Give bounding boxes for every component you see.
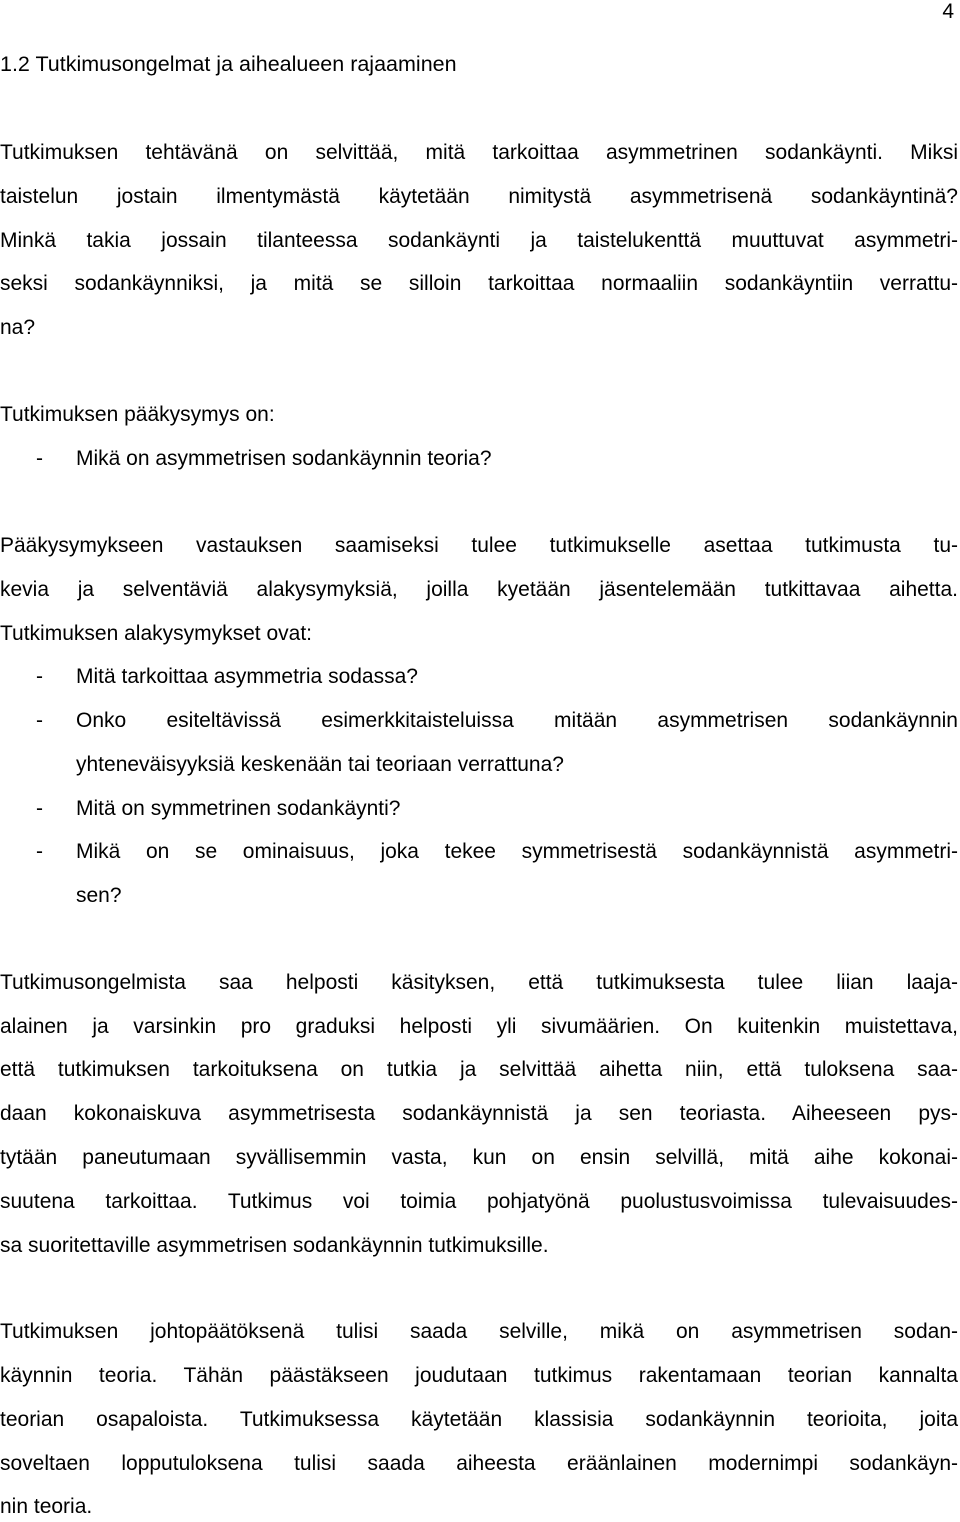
text-line: käynnin teoria. Tähän päästäkseen joudutaan tutkimus rakentamaan teorian kannalta (0, 1364, 958, 1387)
text-line: taistelun jostain ilmentymästä käytetään nimitystä asymmetrisenä sodankäyntinä? (0, 185, 958, 208)
text-line: Pääkysymykseen vastauksen saamiseksi tulee tutkimukselle asettaa tutkimusta tu- (0, 534, 958, 557)
text-line: sa suoritettaville asymmetrisen sodankäynnin tutkimuksille. (0, 1234, 549, 1257)
bullet-dash: - (36, 709, 43, 732)
bullet-dash: - (36, 840, 43, 863)
list-item-text: Mitä tarkoittaa asymmetria sodassa? (76, 665, 418, 688)
text-line: daan kokonaiskuva asymmetrisesta sodankäynnistä ja sen teoriasta. Aiheeseen pys- (0, 1102, 958, 1125)
section-heading: 1.2 Tutkimusongelmat ja aihealueen rajaaminen (0, 52, 457, 76)
list-item-text: yhteneväisyyksiä keskenään tai teoriaan verrattuna? (76, 753, 564, 776)
text-line: kevia ja selventäviä alakysymyksiä, joilla kyetään jäsentelemään tutkittavaa aihetta. (0, 578, 958, 601)
bullet-dash: - (36, 797, 43, 820)
list-item (0, 706, 958, 736)
text-line: seksi sodankäynniksi, ja mitä se silloin tarkoittaa normaaliin sodankäyntiin verrattu- (0, 272, 958, 295)
text-line: Tutkimusongelmista saa helposti käsityksen, että tutkimuksesta tulee liian laaja- (0, 971, 958, 994)
list-item (0, 837, 958, 867)
text-line: soveltaen lopputuloksena tulisi saada aiheesta eräänlainen modernimpi sodankäyn- (0, 1452, 958, 1475)
main-question: Mikä on asymmetrisen sodankäynnin teoria? (76, 447, 492, 470)
text-line: na? (0, 316, 36, 339)
text-line: Tutkimuksen tehtävänä on selvittää, mitä tarkoittaa asymmetrinen sodankäynti. Miksi (0, 141, 958, 164)
list-item-text: Mitä on symmetrinen sodankäynti? (76, 797, 401, 820)
bullet-dash: - (36, 447, 43, 470)
list-item (0, 662, 958, 692)
text-line: tytään paneutumaan syvällisemmin vasta, kun on ensin selvillä, mitä aihe kokonai- (0, 1146, 958, 1169)
list-item (0, 794, 958, 824)
text-line: Tutkimuksen alakysymykset ovat: (0, 622, 312, 645)
page-number: 4 (942, 0, 954, 23)
text-line: Tutkimuksen johtopäätöksenä tulisi saada selville, mikä on asymmetrisen sodan- (0, 1320, 958, 1343)
text-line: nin teoria. (0, 1495, 93, 1518)
text-line: että tutkimuksen tarkoituksena on tutkia ja selvittää aihetta niin, että tuloksena saa- (0, 1058, 958, 1081)
main-question-intro: Tutkimuksen pääkysymys on: (0, 403, 275, 426)
list-item-continuation (0, 750, 958, 780)
list-item-continuation (0, 881, 958, 911)
bullet-dash: - (36, 665, 43, 688)
main-question-item (0, 444, 958, 474)
text-line: teorian osapaloista. Tutkimuksessa käytetään klassisia sodankäynnin teorioita, joita (0, 1408, 958, 1431)
text-line: Minkä takia jossain tilanteessa sodankäynti ja taistelukenttä muuttuvat asymmetri- (0, 229, 958, 252)
list-item-text: Onko esiteltävissä esimerkkitaisteluissa mitään asymmetrisen sodankäynnin (76, 709, 958, 732)
list-item-text: sen? (76, 884, 122, 907)
text-line: alainen ja varsinkin pro graduksi helposti yli sivumäärien. On kuitenkin muistettava, (0, 1015, 958, 1038)
text-line: suutena tarkoittaa. Tutkimus voi toimia pohjatyönä puolustusvoimissa tulevaisuudes- (0, 1190, 958, 1213)
list-item-text: Mikä on se ominaisuus, joka tekee symmetrisestä sodankäynnistä asymmetri- (76, 840, 958, 863)
